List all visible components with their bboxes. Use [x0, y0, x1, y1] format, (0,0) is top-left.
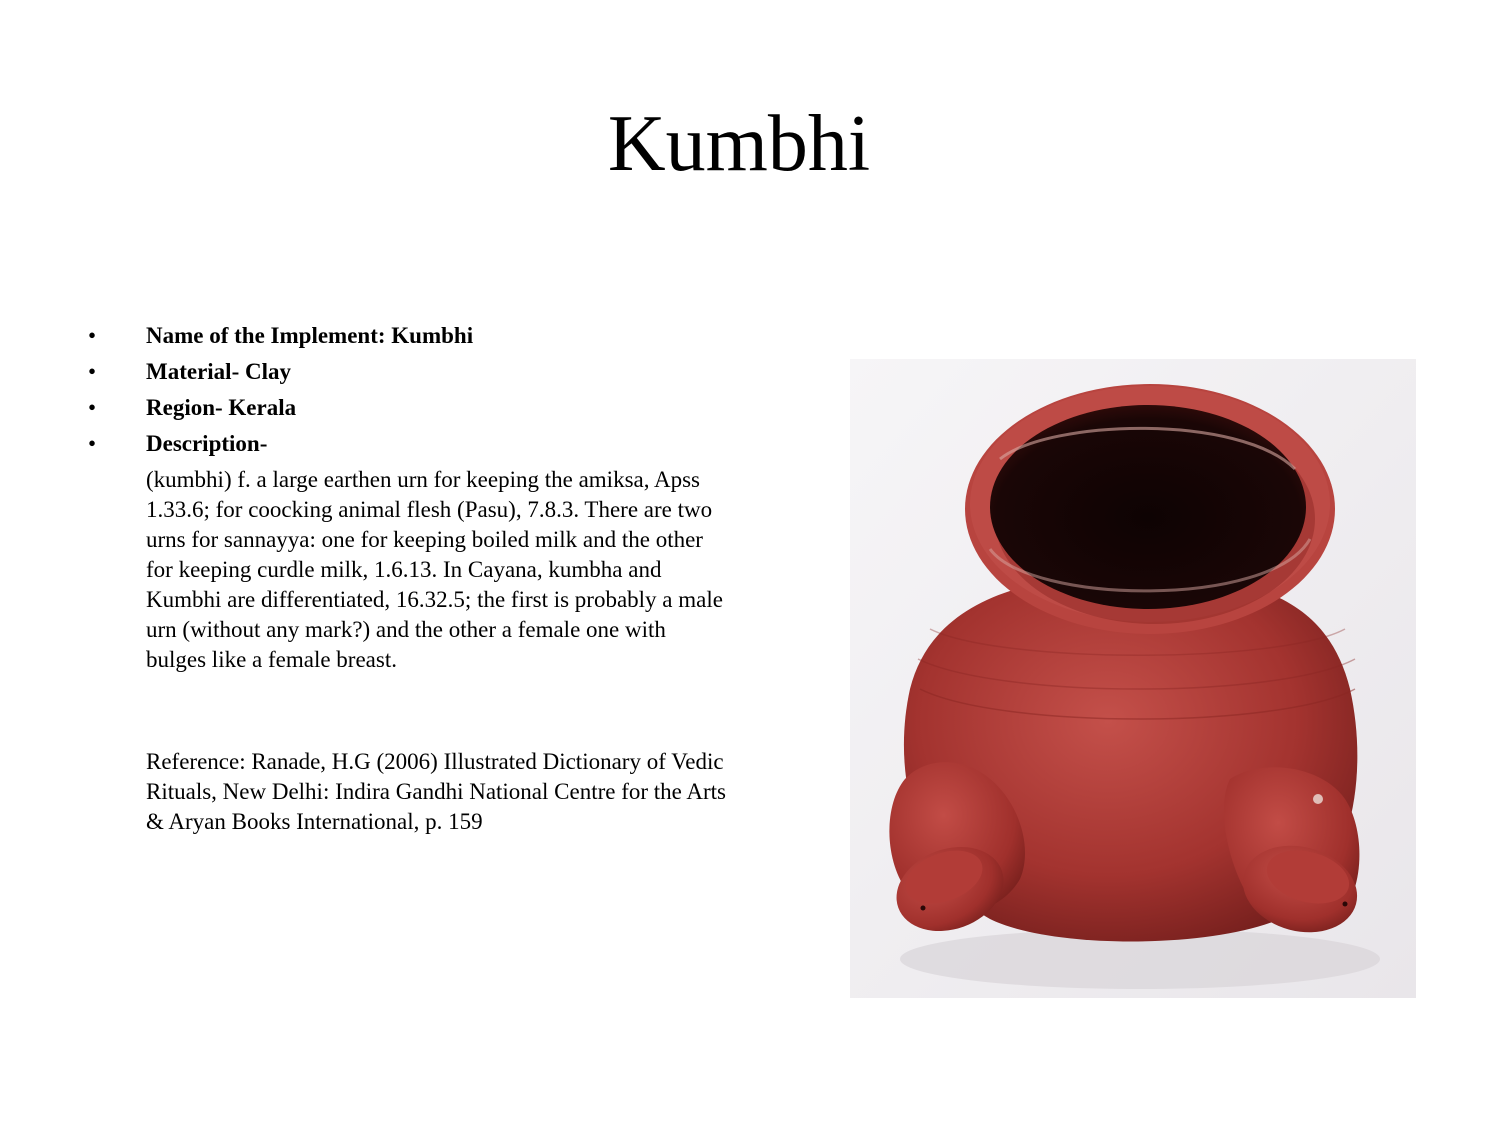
bullet-description [86, 426, 736, 462]
description-heading: Description- [146, 431, 268, 456]
implement-details-list [86, 318, 736, 462]
kumbhi-urn-illustration [850, 359, 1416, 998]
material-text: Material- Clay [146, 359, 291, 384]
bullet-material [86, 354, 736, 390]
reference-paragraph: Reference: Ranade, H.G (2006) Illustrated Dictionary of Vedic Rituals, New Delhi: Indira Gandhi National Centre for the Arts & Aryan Books International, p. 159 [146, 749, 726, 834]
urn-mouth [990, 405, 1306, 609]
bullet-marker: • [88, 359, 97, 384]
glaze-spot [1313, 794, 1323, 804]
bullet-region [86, 390, 736, 426]
bullet-marker: • [88, 395, 97, 420]
implement-name-text: Name of the Implement: Kumbhi [146, 323, 474, 348]
slide-title: Kumbhi [607, 100, 871, 188]
kumbhi-photo [850, 359, 1416, 998]
region-text: Region- Kerala [146, 395, 297, 420]
bullet-marker: • [88, 431, 97, 456]
bullet-implement-name [86, 318, 736, 354]
description-paragraph: (kumbhi) f. a large earthen urn for keeping the amiksa, Apss 1.33.6; for coocking animal flesh (Pasu), 7.8.3. There are two urns for sannayya: one for keeping boiled milk and the other for keeping curdle milk, 1.6.13. In Cayana, kumbha and Kumbhi are differentiated, 16.32.5; the first is probably a male urn (without any mark?) and the other a female one with bulges like a female breast. [146, 467, 723, 672]
bullet-marker: • [88, 323, 97, 348]
